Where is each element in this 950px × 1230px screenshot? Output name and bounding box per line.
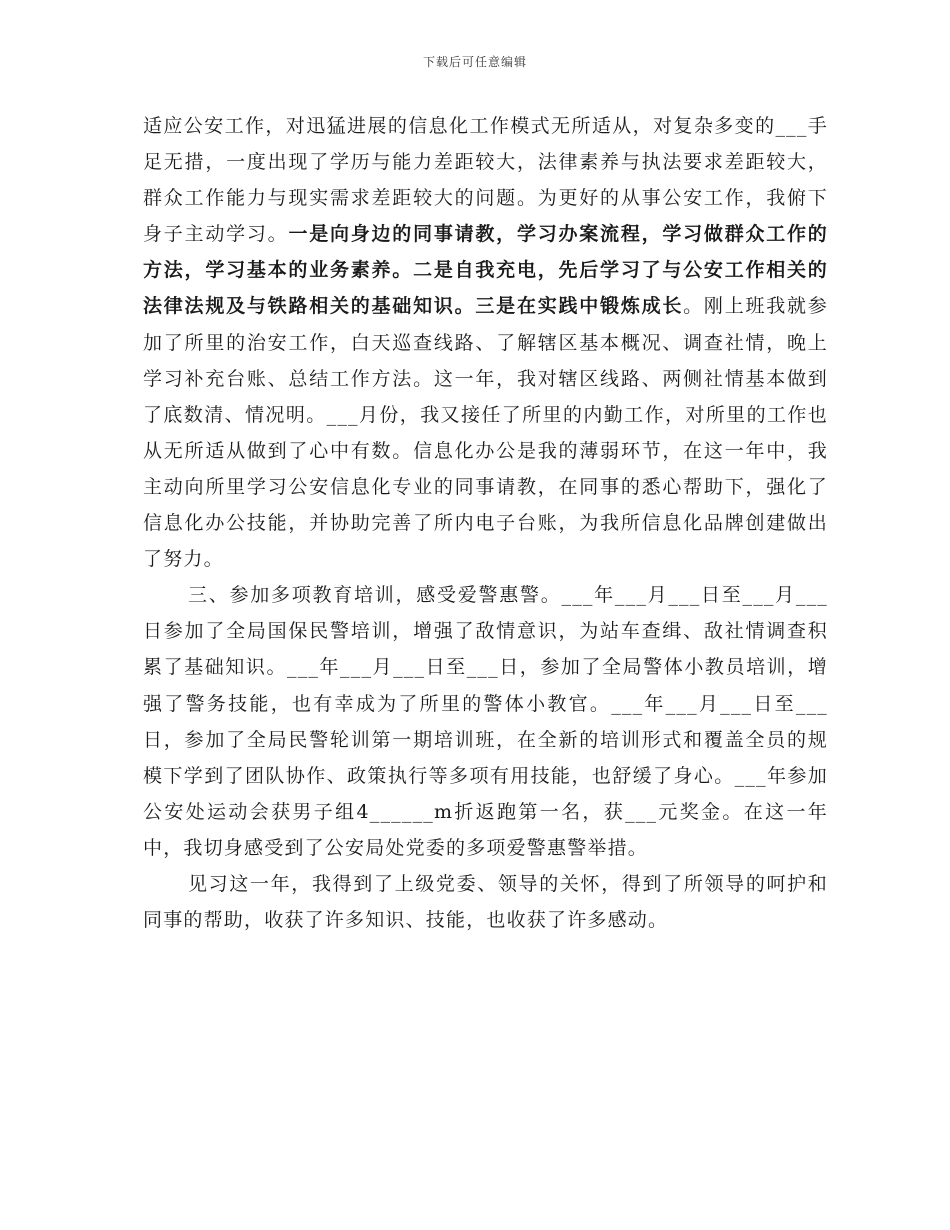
paragraph-1-text-a: 适应公安工作，对迅猛进展的信息化工作模式无所适从，对复杂多变的___手足无措，一度出现了学历与能力差距较大，法律素养与执法要求差距较大，群众工作能力与现实需求差距较大的问题。为更好的从事公安工作，我俯下身子主动学习。 bbox=[143, 115, 828, 246]
paragraph-3: 见习这一年，我得到了上级党委、领导的关怀，得到了所领导的呵护和同事的帮助，收获了许多知识、技能，也收获了许多感动。 bbox=[143, 872, 828, 932]
paragraph-1 bbox=[143, 108, 828, 577]
paragraph-1-text-b: 。刚上班我就参加了所里的治安工作，白天巡查线路、了解辖区基本概况、调查社情，晚上学习补充台账、总结工作方法。这一年，我对辖区线路、两侧社情基本做到了底数清、情况明。___月份，我又接任了所里的内勤工作，对所里的工作也从无所适从做到了心中有数。信息化办公是我的薄弱环节，在这一年中，我主动向所里学习公安信息化专业的同事请教，在同事的悉心帮助下，强化了信息化办公技能，并协助完善了所内电子台账，为我所信息化品牌创建做出了努力。 bbox=[143, 295, 829, 571]
paragraph-1-bold-text: 一是向身边的同事请教，学习办案流程，学习做群众工作的方法，学习基本的业务素养。二是自我充电，先后学习了与公安工作相关的法律法规及与铁路相关的基础知识。三是在实践中锻炼成长 bbox=[143, 223, 829, 318]
document-body bbox=[143, 108, 828, 938]
page-header: 下载后可任意编辑 bbox=[422, 55, 527, 69]
paragraph-2: 三、参加多项教育培训，感受爱警惠警。___年___月___日至___月___日参加了全局国保民警培训，增强了敌情意识，为站车查缉、敌社情调查积累了基础知识。___年___月___日至___日，参加了全局警体小教员培训，增强了警务技能，也有幸成为了所里的警体小教官。___年___月___日至___日，参加了全局民警轮训第一期培训班，在全新的培训形式和覆盖全员的规模下学到了团队协作、政策执行等多项有用技能，也舒缓了身心。___年参加公安处运动会获男子组4______m折返跑第一名，获___元奖金。在这一年中，我切身感受到了公安局处党委的多项爱警惠警举措。 bbox=[143, 584, 828, 859]
